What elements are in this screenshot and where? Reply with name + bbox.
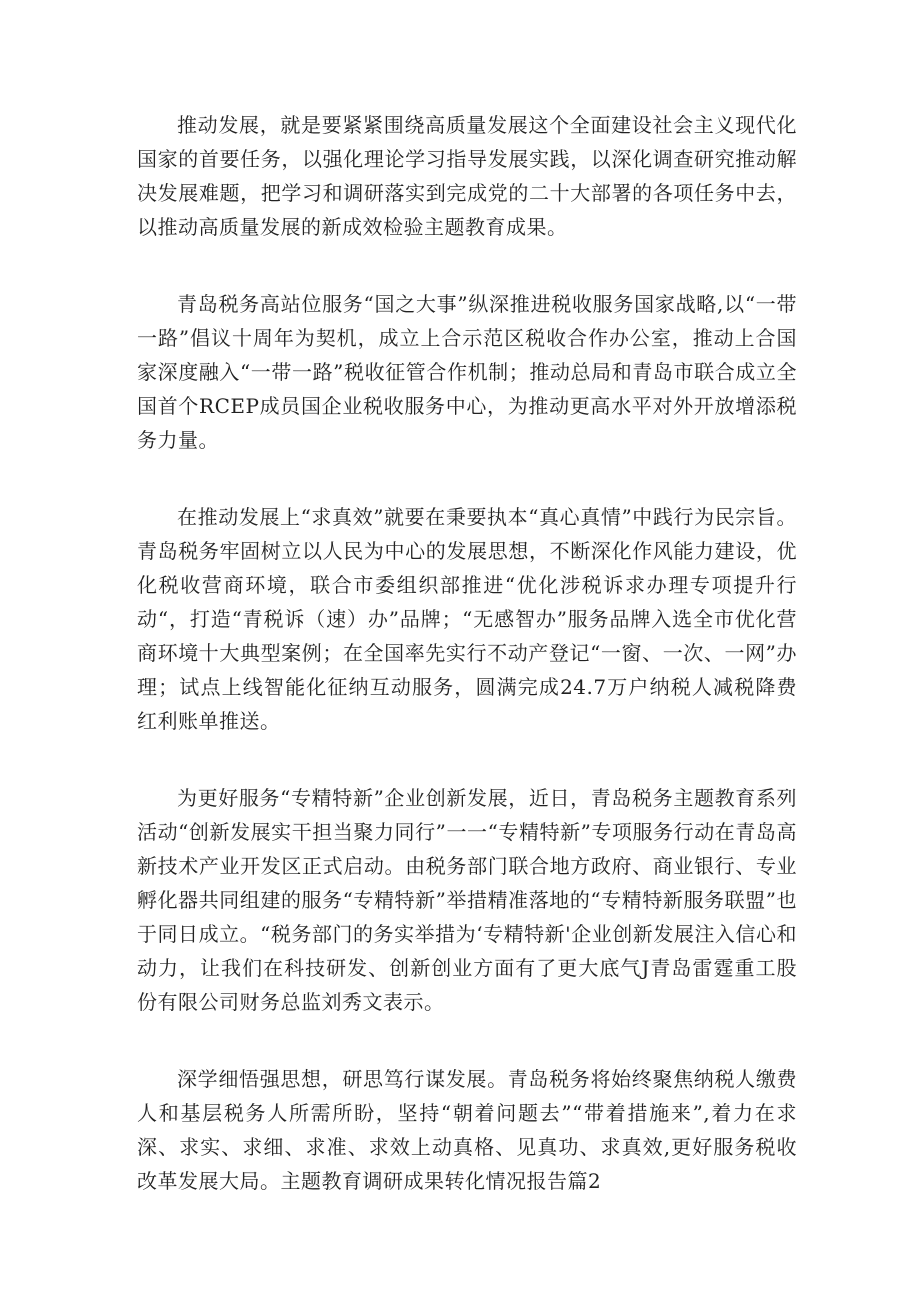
- paragraph-belt-and-road: 青岛税务高站位服务“国之大事”纵深推进税收服务国家战略,以“一带一路”倡议十周年为契机，成立上合示范区税收合作办公室，推动上合国家深度融入“一带一路”税收征管合作机制；推动总局和青岛市联合成立全国首个RCEP成员国企业税收服务中心，为推动更高水平对外开放增添税务力量。: [137, 292, 797, 452]
- paragraph-conclusion: 深学细悟强思想，研思笃行谋发展。青岛税务将始终聚焦纳税人缴费人和基层税务人所需所盼，坚持“朝着问题去”“带着措施来”,着力在求深、求实、求细、求准、求效上动真格、见真功、求真效,更好服务税收改革发展大局。主题教育调研成果转化情况报告篇2: [137, 1067, 797, 1193]
- paragraph-seek-real-effect: 在推动发展上“求真效”就要在秉要执本“真心真情”中践行为民宗旨。青岛税务牢固树立以人民为中心的发展思想，不断深化作风能力建设，优化税收营商环境，联合市委组织部推进“优化涉税诉求办理专项提升行动“，打造“青税诉（速）办”品牌；“无感智办”服务品牌入选全市优化营商环境十大典型案例；在全国率先实行不动产登记“一窗、一次、一网”办理；试点上线智能化征纳互动服务，圆满完成24.7万户纳税人减税降费红利账单推送。: [137, 505, 797, 733]
- paragraph-promote-development: 推动发展，就是要紧紧围绕高质量发展这个全面建设社会主义现代化国家的首要任务，以强化理论学习指导发展实践，以深化调查研究推动解决发展难题，把学习和调研落实到完成党的二十大部署的各项任务中去，以推动高质量发展的新成效检验主题教育成果。: [137, 113, 797, 239]
- paragraph-specialized-innovation: 为更好服务“专精特新”企业创新发展，近日，青岛税务主题教育系列活动“创新发展实干担当聚力同行”一一“专精特新”专项服务行动在青岛高新技术产业开发区正式启动。由税务部门联合地方政府、商业银行、专业孵化器共同组建的服务“专精特新”举措精准落地的“专精特新服务联盟”也于同日成立。“税务部门的务实举措为‘专精特新'企业创新发展注入信心和动力，让我们在科技研发、创新创业方面有了更大底气J青岛雷霆重工股份有限公司财务总监刘秀文表示。: [137, 786, 797, 1014]
- document-body: [137, 108, 797, 1241]
